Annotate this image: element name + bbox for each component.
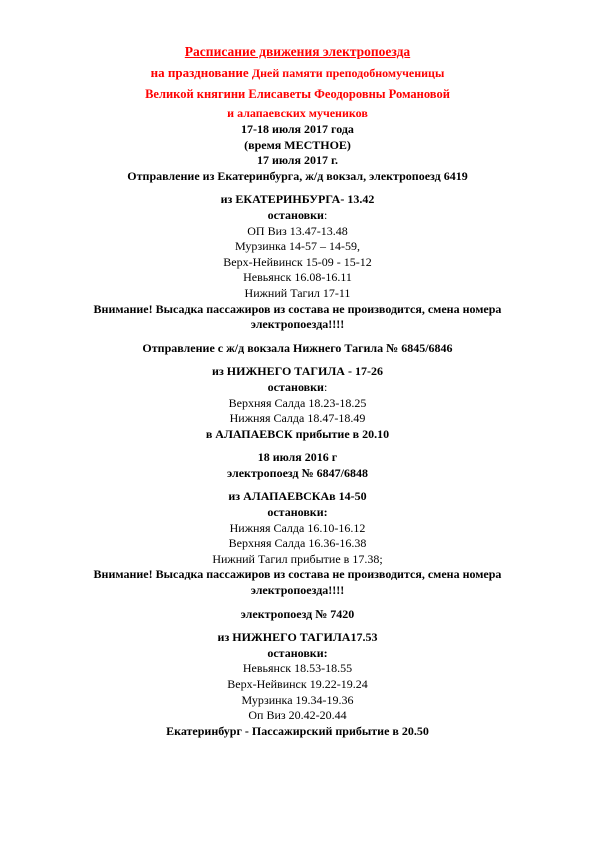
day1-stops-label-text: остановки: [267, 207, 324, 222]
day1-stop-2: Нижняя Салда 18.47-18.49: [229, 411, 366, 426]
schedule-document: [40, 42, 555, 739]
day1-stops2-label: [40, 380, 555, 396]
day2-arrival: Екатеринбург - Пассажирский прибытие в 20.50: [166, 723, 429, 738]
day2-stop: Нижняя Салда 16.10-16.12: [229, 520, 366, 535]
title-line-3: Великой княгини Елисаветы Феодоровны Романовой: [145, 87, 450, 101]
day1-stops2-label-text: остановки: [267, 379, 324, 394]
day2-warning-line-1: Внимание! Высадка пассажиров из состава не производится, смена номера: [93, 567, 502, 582]
day2-origin-2: из НИЖНЕГО ТАГИЛА17.53: [217, 630, 378, 645]
day1-stop-2: Верхняя Салда 18.23-18.25: [228, 395, 367, 410]
title-line-4: и алапаевских мучеников: [227, 106, 368, 120]
day1-date: 17 июля 2017 г.: [256, 153, 339, 168]
day1-stop: Верх-Нейвинск 15-09 - 15-12: [223, 254, 372, 269]
title-line-2: [40, 62, 555, 84]
day1-warning-line-2: электропоезда!!!!: [250, 317, 345, 332]
day1-origin-2: из НИЖНЕГО ТАГИЛА - 17-26: [212, 364, 383, 379]
day2-stop-2: Невьянск 18.53-18.55: [242, 661, 353, 676]
day1-stops-colon: :: [323, 207, 328, 222]
day1-stops2-colon: :: [323, 379, 328, 394]
day1-departure-2: Отправление с ж/д вокзала Нижнего Тагила № 6845/6846: [142, 340, 453, 355]
day1-arrival: в АЛАПАЕВСК прибытие в 20.10: [205, 426, 390, 441]
day2-stop: Верхняя Салда 16.36-16.38: [228, 536, 367, 551]
day1-warning-line-1: Внимание! Высадка пассажиров из состава не производится, смена номера: [93, 301, 502, 316]
day2-train-2: электропоезд № 7420: [240, 606, 355, 621]
day1-stops-label: [40, 208, 555, 224]
day2-warning-line-2: электропоезда!!!!: [250, 583, 345, 598]
day2-stop: Нижний Тагил прибытие в 17.38;: [212, 551, 383, 566]
day2-origin: из АЛАПАЕВСКАв 14-50: [228, 489, 367, 504]
title-line-2-prefix: на празднование: [150, 65, 249, 80]
title-line-2-rest: Дней памяти преподобномученицы: [251, 66, 445, 80]
time-note: (время МЕСТНОЕ): [244, 137, 351, 152]
day2-stops2-label: остановки:: [267, 645, 328, 660]
event-dates: 17-18 июля 2017 года: [241, 122, 354, 136]
day2-stop-2: Верх-Нейвинск 19.22-19.24: [227, 677, 368, 691]
day1-stop: Мурзинка 14-57 – 14-59,: [234, 239, 361, 254]
day2-date: 18 июля 2016 г: [257, 450, 338, 465]
day2-stop-2: Мурзинка 19.34-19.36: [241, 692, 354, 707]
day2-stop-2: Оп Виз 20.42-20.44: [248, 708, 347, 723]
document-title: Расписание движения электропоезда: [184, 44, 411, 59]
day1-stop: Невьянск 16.08-16.11: [243, 270, 352, 285]
day1-stop: ОП Виз 13.47-13.48: [247, 223, 348, 238]
day2-train: электропоезд № 6847/6848: [227, 465, 368, 480]
day1-stop: Нижний Тагил 17-11: [244, 285, 351, 300]
day2-stops-label: остановки:: [267, 505, 328, 520]
day1-origin: из ЕКАТЕРИНБУРГА- 13.42: [220, 192, 375, 207]
day1-departure: Отправление из Екатеринбурга, ж/д вокзал, электропоезд 6419: [127, 168, 468, 183]
